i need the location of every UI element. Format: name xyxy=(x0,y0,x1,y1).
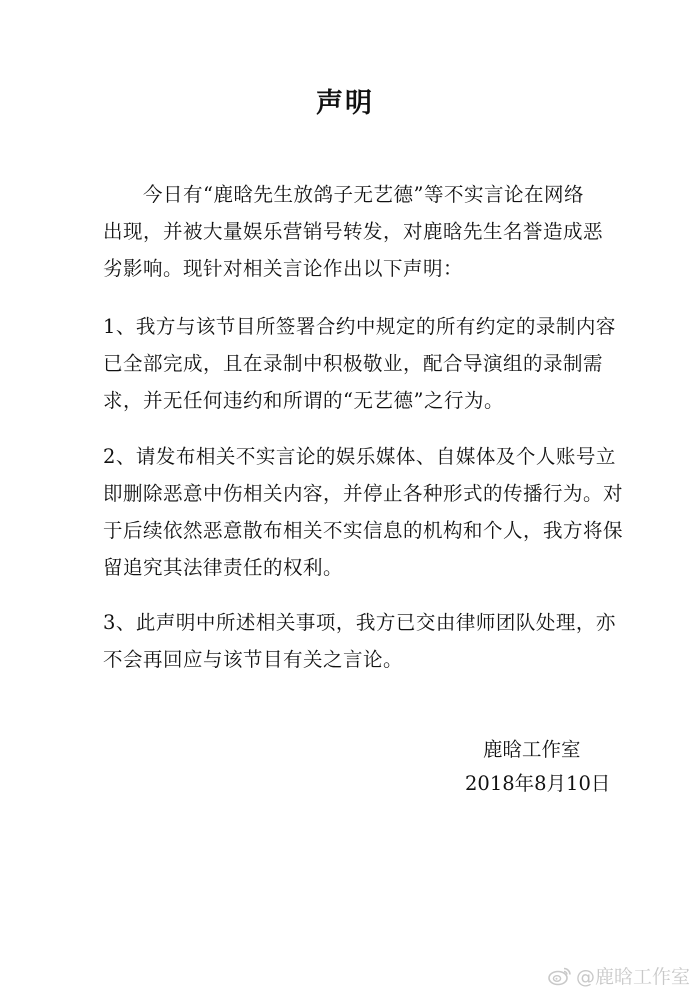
text-line: 3、此声明中所述相关事项，我方已交由律师团队处理，亦 xyxy=(103,611,616,634)
text-line: 求，并无任何违约和所谓的“无艺德”之行为。 xyxy=(103,389,504,412)
text-line: 1、我方与该节目所签署合约中规定的所有约定的录制内容 xyxy=(103,315,616,338)
point-1-paragraph xyxy=(103,308,616,419)
text-line: 留追究其法律责任的权利。 xyxy=(103,556,344,579)
point-2-paragraph xyxy=(103,438,624,586)
text-line: 已全部完成，且在录制中积极敬业，配合导演组的录制需 xyxy=(103,352,604,375)
intro-paragraph xyxy=(103,176,604,287)
weibo-watermark xyxy=(548,962,690,989)
text-line: 劣影响。现针对相关言论作出以下声明： xyxy=(103,257,464,280)
text-line: 2、请发布相关不实言论的娱乐媒体、自媒体及个人账号立 xyxy=(103,445,616,468)
text-line: 今日有“鹿晗先生放鸽子无艺德”等不实言论在网络 xyxy=(143,183,584,206)
watermark-text: @鹿晗工作室 xyxy=(576,966,690,988)
text-line: 不会再回应与该节目有关之言论。 xyxy=(103,648,404,671)
text-line: 即删除恶意中伤相关内容，并停止各种形式的传播行为。对 xyxy=(103,482,624,505)
signature: 鹿晗工作室 xyxy=(483,738,581,761)
point-3-paragraph xyxy=(103,604,616,678)
statement-title: 声明 xyxy=(316,88,374,119)
weibo-logo-icon xyxy=(548,966,572,986)
text-line: 于后续依然恶意散布相关不实信息的机构和个人，我方将保 xyxy=(103,519,624,542)
text-line: 出现，并被大量娱乐营销号转发，对鹿晗先生名誉造成恶 xyxy=(103,220,604,243)
statement-date: 2018年8月10日 xyxy=(465,772,611,795)
